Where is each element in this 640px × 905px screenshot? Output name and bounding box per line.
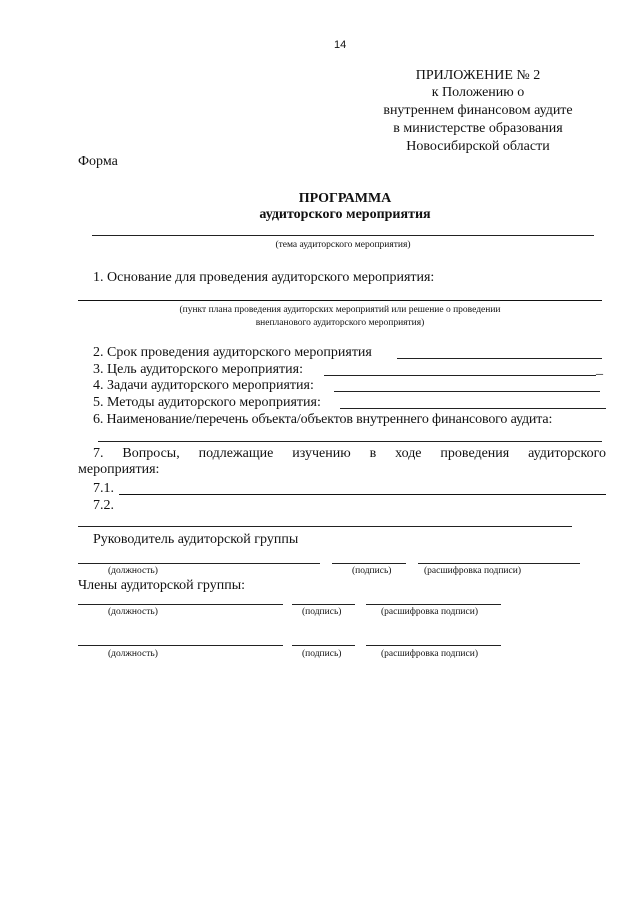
member-2-decoding-caption: (расшифровка подписи) [381,649,478,659]
item-7-questions [93,446,606,462]
annex-line-3: внутреннем финансовом аудите [383,103,573,118]
member-1-position-line [78,604,283,605]
member-2-signature-line [292,645,355,646]
leader-position-caption: (должность) [108,566,158,576]
item-4-tasks: 4. Задачи аудиторского мероприятия: [93,378,314,393]
item-6-objects: 6. Наименование/перечень объекта/объектов внутреннего финансового аудита: [93,412,553,427]
item-1-caption-line-1: (пункт плана проведения аудиторских мероприятий или решение о проведении [179,305,501,315]
item-1-caption-line-2: внепланового аудиторского мероприятия) [255,318,425,328]
item-7-word: в [369,446,377,461]
item-5-methods: 5. Методы аудиторского мероприятия: [93,395,321,410]
item-5-line [340,408,606,409]
member-2-signature-caption: (подпись) [302,649,342,659]
members-label: Члены аудиторской группы: [78,578,246,593]
leader-position-line [78,563,320,564]
topic-caption: (тема аудиторского мероприятия) [275,240,411,250]
annex-line-5: Новосибирской области [406,139,550,154]
annex-line-4: в министерстве образования [393,121,563,136]
member-1-signature-line [292,604,355,605]
member-2-position-caption: (должность) [108,649,158,659]
document-title: ПРОГРАММА [298,191,392,206]
item-7-word: 7. [93,446,104,461]
item-7-continuation: мероприятия: [78,462,160,477]
item-7-1-label: 7.1. [93,481,114,496]
item-7-word: аудиторского [528,446,606,461]
leader-label: Руководитель аудиторской группы [93,532,299,547]
leader-signature-line [332,563,406,564]
item-7-word: изучению [292,446,351,461]
item-6-line [98,441,602,442]
item-7-2-label: 7.2. [93,498,114,513]
item-1-basis: 1. Основание для проведения аудиторского мероприятия: [93,270,435,285]
item-2-term: 2. Срок проведения аудиторского мероприятия [93,345,372,360]
leader-decoding-caption: (расшифровка подписи) [424,566,521,576]
item-7-word: подлежащие [198,446,274,461]
member-2-position-line [78,645,283,646]
item-7-word: ходе [395,446,422,461]
leader-signature-caption: (подпись) [352,566,392,576]
topic-line [92,235,594,236]
item-1-line [78,300,602,301]
form-label: Форма [78,154,118,169]
member-1-signature-caption: (подпись) [302,607,342,617]
item-7-2-line [78,526,572,527]
item-7-word: Вопросы, [122,446,180,461]
annex-line-1: ПРИЛОЖЕНИЕ № 2 [415,68,541,83]
item-3-line-end: _ [596,362,603,377]
annex-line-2: к Положению о [431,85,525,100]
item-3-goal: 3. Цель аудиторского мероприятия: [93,362,303,377]
member-2-decoding-line [366,645,501,646]
member-1-decoding-line [366,604,501,605]
item-7-word: проведения [440,446,510,461]
item-3-line [324,375,596,376]
page-number: 14 [334,39,347,51]
document-subtitle: аудиторского мероприятия [259,207,431,222]
member-1-position-caption: (должность) [108,607,158,617]
item-2-line [397,358,602,359]
item-4-line [334,391,600,392]
member-1-decoding-caption: (расшифровка подписи) [381,607,478,617]
leader-decoding-line [418,563,580,564]
item-7-1-line [119,494,606,495]
